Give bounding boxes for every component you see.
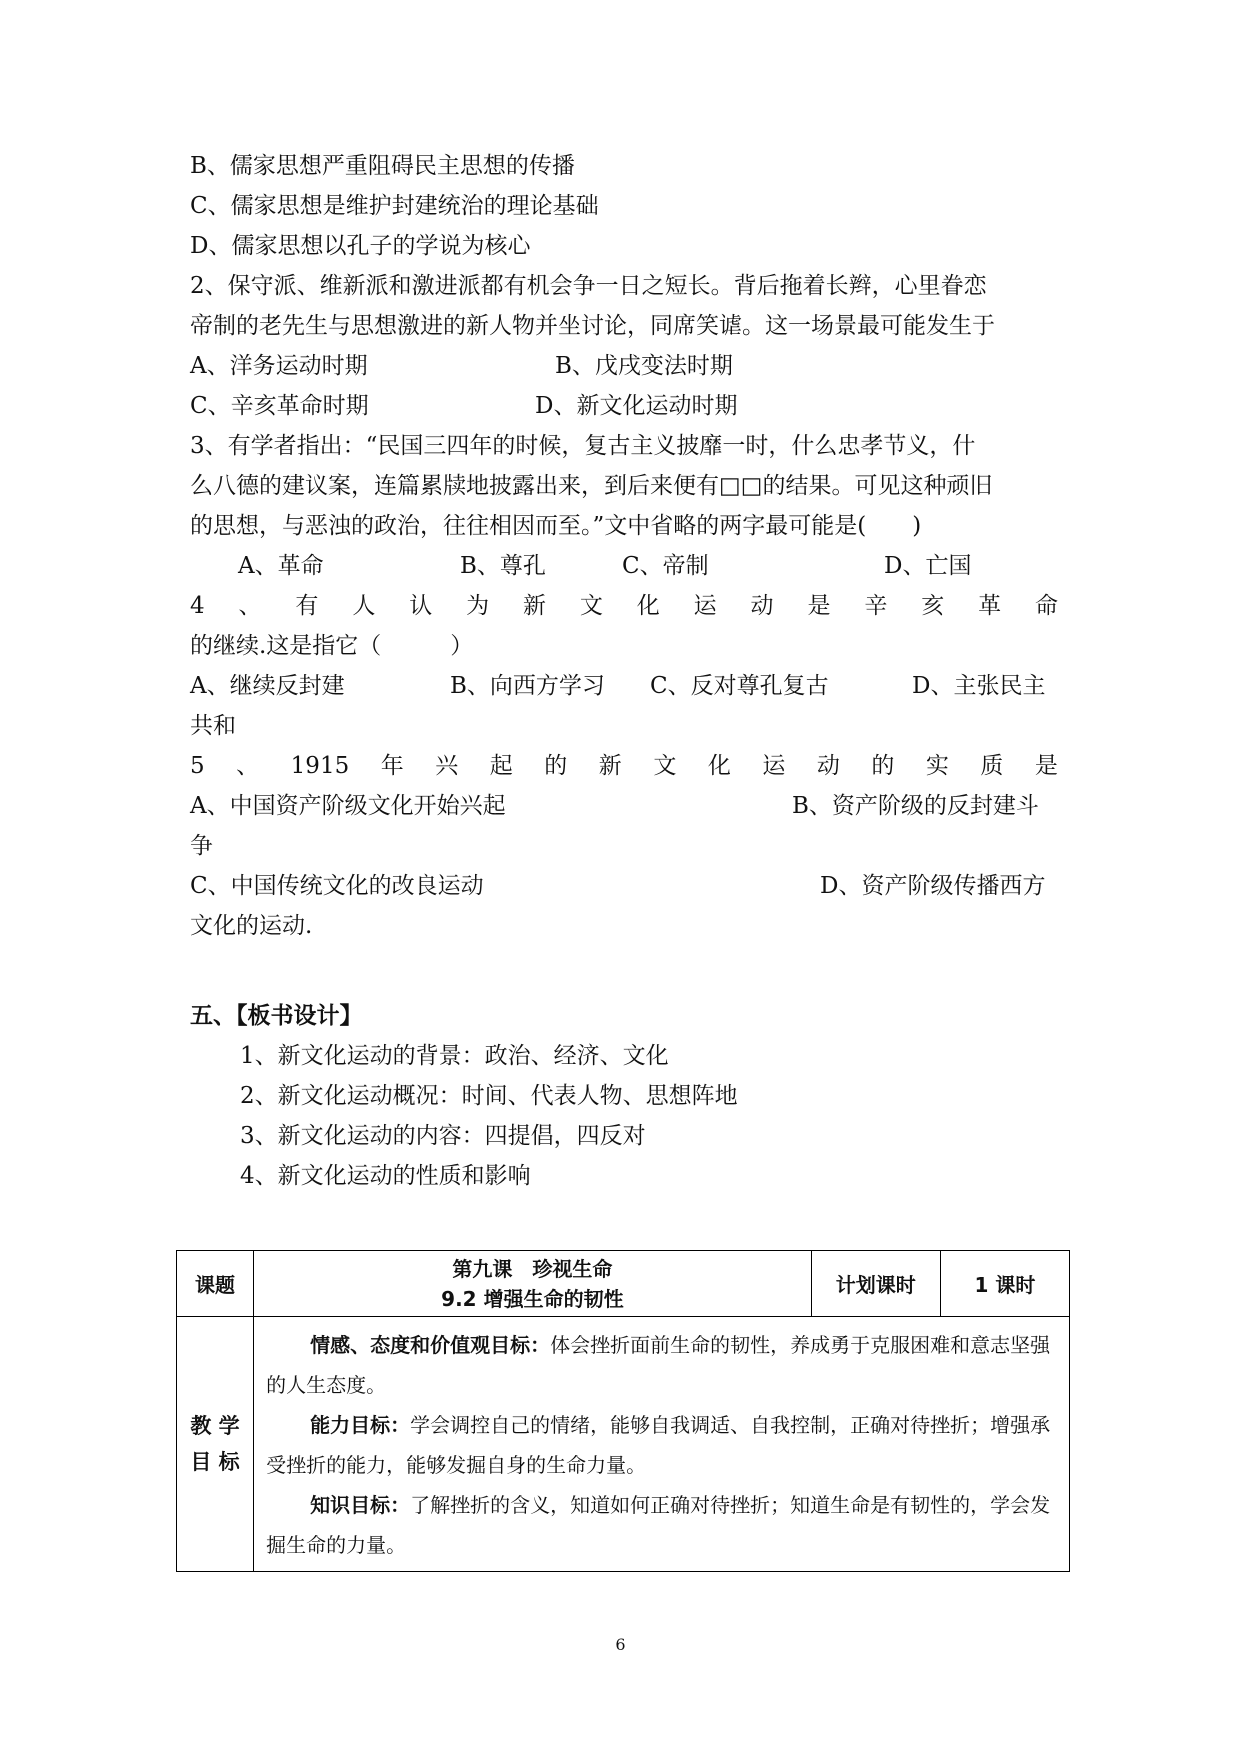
- lesson-title-line2: 9.2 增强生命的韧性: [441, 1286, 624, 1311]
- q4-char: 为: [466, 593, 490, 619]
- q5-char: 5: [190, 753, 205, 779]
- q4-stem-line1: [190, 591, 1058, 621]
- planned-hours-label: 计划课时: [811, 1251, 940, 1317]
- lesson-title-line1: 第九课 珍视生命: [452, 1256, 613, 1281]
- q4-char: 化: [636, 593, 660, 619]
- section-heading: 五、【板书设计】: [190, 1002, 363, 1029]
- q5-char: 1915: [290, 753, 350, 779]
- q5-char: 动: [816, 753, 840, 779]
- q4-char: 动: [750, 593, 774, 619]
- goal-label: 能力目标：: [310, 1413, 411, 1437]
- q4-char: 是: [807, 593, 831, 619]
- board-item: 3、新文化运动的内容：四提倡，四反对: [240, 1123, 646, 1149]
- q5-char: 的: [871, 753, 895, 779]
- q3-option-a: A、革命: [238, 553, 324, 579]
- q4-char: 运: [693, 593, 717, 619]
- q5-option-a: A、中国资产阶级文化开始兴起: [190, 793, 506, 819]
- q4-stem-line2: 的继续.这是指它（ ）: [190, 633, 474, 659]
- goals-label: 教 学 目 标: [177, 1317, 254, 1572]
- q4-char: 人: [352, 593, 376, 619]
- q3-option-b: B、尊孔: [460, 553, 546, 579]
- q3-option-d: D、亡国: [884, 553, 972, 579]
- q5-option-b-cont: 争: [190, 833, 213, 859]
- goal-paragraph: [266, 1405, 1059, 1485]
- lesson-plan-table: [176, 1250, 1070, 1572]
- q4-char: 、: [238, 593, 262, 619]
- q4-option-a: A、继续反封建: [190, 673, 345, 699]
- q2-option-c: C、辛亥革命时期: [190, 393, 369, 419]
- q1-option-d: D、儒家思想以孔子的学说为核心: [190, 233, 531, 259]
- q4-char: 亥: [921, 593, 945, 619]
- lesson-title: [254, 1251, 812, 1317]
- q2-option-b: B、戊戌变法时期: [555, 353, 733, 379]
- goals-content: [254, 1317, 1070, 1572]
- q1-option-b: B、儒家思想严重阻碍民主思想的传播: [190, 153, 575, 179]
- goal-label: 知识目标：: [310, 1493, 411, 1517]
- q3-stem-line3: 的思想，与恶浊的政治，往往相因而至。”文中省略的两字最可能是( ): [190, 513, 922, 539]
- q5-option-d: D、资产阶级传播西方: [820, 873, 1046, 899]
- goal-text: 学会调控自己的情绪，能够自我调适、自我控制，正确对待挫折；增强承受挫折的能力，能够发掘自身的生命力量。: [266, 1413, 1051, 1477]
- q5-char: 起: [489, 753, 513, 779]
- q4-char: 新: [522, 593, 546, 619]
- q3-stem-line1: 3、有学者指出：“民国三四年的时候，复古主义披靡一时，什么忠孝节义，什: [190, 433, 976, 459]
- q2-stem-line1: 2、保守派、维新派和激进派都有机会争一日之短长。背后拖着长辫，心里眷恋: [190, 273, 987, 299]
- q2-option-a: A、洋务运动时期: [190, 353, 368, 379]
- goal-text: 体会挫折面前生命的韧性，养成勇于克服困难和意志坚强的人生态度。: [266, 1333, 1051, 1397]
- q4-option-b: B、向西方学习: [450, 673, 605, 699]
- q5-stem-line1: [190, 751, 1058, 781]
- board-item: 2、新文化运动概况：时间、代表人物、思想阵地: [240, 1083, 738, 1109]
- goal-paragraph: [266, 1485, 1059, 1565]
- q2-stem-line2: 帝制的老先生与思想激进的新人物并坐讨论，同席笑谑。这一场景最可能发生于: [190, 313, 995, 339]
- q3-option-c: C、帝制: [622, 553, 709, 579]
- goal-label: 情感、态度和价值观目标：: [310, 1333, 551, 1357]
- q5-char: 化: [707, 753, 731, 779]
- q4-char: 4: [190, 593, 205, 619]
- q4-char: 革: [978, 593, 1002, 619]
- q4-option-c: C、反对尊孔复古: [650, 673, 829, 699]
- q5-char: 、: [236, 753, 260, 779]
- q5-option-b: B、资产阶级的反封建斗: [792, 793, 1039, 819]
- board-item: 1、新文化运动的背景：政治、经济、文化: [240, 1043, 669, 1069]
- topic-label: 课题: [177, 1251, 254, 1317]
- q4-char: 命: [1035, 593, 1058, 619]
- q4-option-d: D、主张民主: [912, 673, 1046, 699]
- q3-stem-line2: 么八德的建议案，连篇累牍地披露出来，到后来便有□□的结果。可见这种顽旧: [190, 473, 993, 499]
- q4-option-d-cont: 共和: [190, 713, 236, 739]
- goal-text: 了解挫折的含义，知道如何正确对待挫折；知道生命是有韧性的，学会发掘生命的力量。: [266, 1493, 1051, 1557]
- q1-option-c: C、儒家思想是维护封建统治的理论基础: [190, 193, 599, 219]
- board-item: 4、新文化运动的性质和影响: [240, 1163, 531, 1189]
- q4-char: 文: [579, 593, 603, 619]
- q5-option-d-cont: 文化的运动.: [190, 913, 313, 939]
- q4-char: 认: [409, 593, 433, 619]
- q5-char: 是: [1034, 753, 1058, 779]
- q5-char: 的: [544, 753, 568, 779]
- q4-char: 辛: [864, 593, 888, 619]
- goal-paragraph: [266, 1325, 1059, 1405]
- q4-char: 有: [295, 593, 319, 619]
- q5-char: 运: [762, 753, 786, 779]
- q5-char: 新: [598, 753, 622, 779]
- q5-char: 兴: [435, 753, 459, 779]
- q5-char: 实: [925, 753, 949, 779]
- page-number: 6: [615, 1635, 626, 1654]
- q5-char: 年: [380, 753, 404, 779]
- q5-char: 质: [980, 753, 1004, 779]
- q5-char: 文: [653, 753, 677, 779]
- q5-option-c: C、中国传统文化的改良运动: [190, 873, 484, 899]
- q2-option-d: D、新文化运动时期: [535, 393, 738, 419]
- planned-hours-value: 1 课时: [940, 1251, 1069, 1317]
